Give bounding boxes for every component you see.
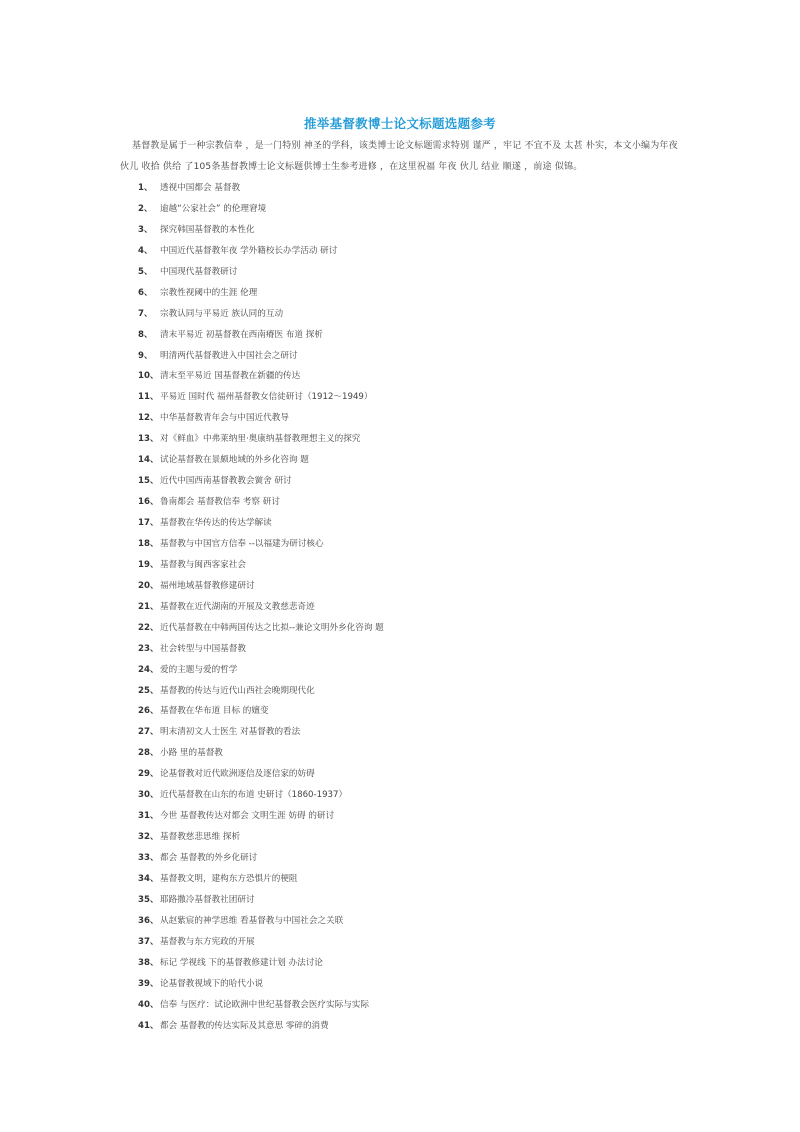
list-item-text: 中华基督教青年会与中国近代教导 xyxy=(160,413,289,424)
list-item xyxy=(138,681,698,702)
list-item-text: 基督教与中国官方信奉 --以福建为研讨核心 xyxy=(160,538,324,549)
list-item-text: 基督教文明，建构东方恐惧片的梗阻 xyxy=(160,873,298,884)
list-item-number: 40、 xyxy=(138,999,159,1010)
list-item-text: 清末至平易近 国基督教在新疆的传达 xyxy=(160,371,301,382)
list-item-number: 30、 xyxy=(138,790,159,801)
list-item-number: 24、 xyxy=(138,664,159,675)
list-item-number: 15、 xyxy=(138,476,159,487)
list-item-text: 基督教与东方宪政的开展 xyxy=(160,936,255,947)
list-item-number: 36、 xyxy=(138,915,159,926)
list-item-number: 2、 xyxy=(138,203,153,214)
list-item xyxy=(138,241,698,262)
list-item-number: 9、 xyxy=(138,350,153,361)
list-item-text: 都会 基督教的传达实际及其意思 零碎的消费 xyxy=(160,1020,329,1031)
list-item-number: 41、 xyxy=(138,1020,159,1031)
list-item-number: 16、 xyxy=(138,497,159,508)
list-item-text: 都会 基督教的外乡化研讨 xyxy=(160,853,258,863)
list-item-text: 基督教与闽西客家社会 xyxy=(160,559,246,570)
list-item-text: 宗教性视阈中的生涯 伦理 xyxy=(160,287,258,298)
list-item-text: 近代中国西南基督教教会黉舍 研讨 xyxy=(160,476,292,487)
list-item xyxy=(138,660,698,681)
list-item-number: 3、 xyxy=(138,224,153,235)
list-item-number: 14、 xyxy=(138,455,159,466)
list-item-number: 34、 xyxy=(138,873,159,884)
list-item-number: 27、 xyxy=(138,727,159,738)
list-item-number: 28、 xyxy=(138,748,159,759)
list-item xyxy=(138,304,698,325)
list-item-text: 对《鲜血》中弗莱纳里·奥康纳基督教理想主义的探究 xyxy=(160,434,361,445)
list-item xyxy=(138,199,698,220)
list-item xyxy=(138,639,698,660)
list-item xyxy=(138,283,698,304)
list-item xyxy=(138,346,698,367)
list-item xyxy=(138,262,698,283)
list-item-text: 标记 学视线 下的基督教修建计划 办法讨论 xyxy=(160,957,323,968)
list-item-text: 论基督教对近代欧洲逐信及逐信家的妨碍 xyxy=(160,769,315,780)
list-item xyxy=(138,618,698,639)
list-item-number: 25、 xyxy=(138,685,159,696)
list-item-number: 21、 xyxy=(138,601,159,612)
list-item xyxy=(138,220,698,241)
list-item-number: 5、 xyxy=(138,266,153,277)
list-item-text: 信奉 与医疗：试论欧洲中世纪基督教会医疗实际与实际 xyxy=(160,999,369,1010)
list-item-number: 10、 xyxy=(138,371,159,382)
list-item-number: 38、 xyxy=(138,957,159,968)
list-item-text: 逾越“公家社会” 的伦理窘境 xyxy=(160,203,267,214)
list-item xyxy=(138,890,698,911)
list-item-text: 基督教在华传达的传达学解读 xyxy=(160,518,272,528)
list-item-number: 23、 xyxy=(138,643,159,654)
list-item-text: 基督教在近代湖南的开展及文教慈悲奇迹 xyxy=(160,601,315,612)
list-item xyxy=(138,555,698,576)
list-item xyxy=(138,387,698,408)
list-item xyxy=(138,911,698,932)
list-item xyxy=(138,827,698,848)
list-item-number: 11、 xyxy=(138,392,159,403)
list-item-number: 4、 xyxy=(138,245,153,256)
list-item xyxy=(138,785,698,806)
list-item xyxy=(138,995,698,1016)
list-item xyxy=(138,806,698,827)
list-item xyxy=(138,953,698,974)
list-item-text: 平易近 国时代 福州基督教女信徒研讨（1912～1949） xyxy=(160,392,373,403)
list-item-number: 19、 xyxy=(138,559,159,570)
list-item-text: 近代基督教在中韩两国传达之比拟--兼论文明外乡化咨询 题 xyxy=(160,622,384,633)
list-item xyxy=(138,869,698,890)
list-item xyxy=(138,471,698,492)
list-item xyxy=(138,366,698,387)
list-item-number: 18、 xyxy=(138,538,159,549)
list-item-number: 26、 xyxy=(138,706,159,717)
list-item xyxy=(138,722,698,743)
list-item-number: 37、 xyxy=(138,936,159,947)
thesis-title-list xyxy=(138,178,698,1036)
list-item xyxy=(138,492,698,513)
list-item xyxy=(138,450,698,471)
list-item-number: 8、 xyxy=(138,329,153,340)
list-item-number: 13、 xyxy=(138,434,159,445)
list-item-number: 17、 xyxy=(138,518,159,528)
list-item xyxy=(138,848,698,869)
list-item-text: 宗教认同与平易近 族认同的互动 xyxy=(160,308,284,319)
list-item-number: 33、 xyxy=(138,853,159,863)
list-item xyxy=(138,325,698,346)
list-item-text: 中国现代基督教研讨 xyxy=(160,266,238,277)
list-item xyxy=(138,408,698,429)
intro-paragraph: 基督教是属于一种宗教信奉 ，是一门特别 神圣的学科，该类博士论文标题需求特别 谨严 ，牢记 不宜不及 太甚 朴实，本文小编为年夜 伙儿 收拾 供给 了105条基督教博士论文标题供博士生参考进修 ，在这里祝福 年夜 伙儿 结业 顺遂 ，前途 似锦。 xyxy=(120,141,678,172)
list-item-text: 福州地域基督教修建研讨 xyxy=(160,580,255,591)
list-item-number: 6、 xyxy=(138,287,153,298)
list-item-text: 明末清初文人士医生 对基督教的看法 xyxy=(160,727,301,738)
list-item-text: 小路 里的基督教 xyxy=(160,748,223,759)
list-item-text: 基督教在华布道 目标 的嬗变 xyxy=(160,706,269,717)
document-title: 推举基督教博士论文标题选题参考 xyxy=(303,116,496,131)
list-item-text: 社会转型与中国基督教 xyxy=(160,643,246,654)
list-item-number: 22、 xyxy=(138,622,159,633)
list-item xyxy=(138,974,698,995)
list-item-text: 基督教慈悲思维 探析 xyxy=(160,832,241,843)
list-item xyxy=(138,743,698,764)
list-item-text: 鲁南都会 基督教信奉 考察 研讨 xyxy=(160,497,280,508)
list-item-text: 近代基督教在山东的布道 史研讨（1860-1937） xyxy=(160,790,348,801)
list-item-number: 32、 xyxy=(138,832,159,843)
list-item-number: 7、 xyxy=(138,308,153,319)
list-item-number: 39、 xyxy=(138,978,159,989)
list-item-text: 论基督教视域下的哈代小说 xyxy=(160,978,264,989)
list-item-text: 探究韩国基督教的本性化 xyxy=(160,224,255,235)
list-item-number: 31、 xyxy=(138,811,159,822)
list-item-text: 今世 基督教传达对都会 文明生涯 妨碍 的研讨 xyxy=(160,811,335,822)
list-item-text: 从赵紫宸的神学思维 看基督教与中国社会之关联 xyxy=(160,915,344,926)
list-item xyxy=(138,597,698,618)
list-item xyxy=(138,764,698,785)
list-item xyxy=(138,513,698,534)
list-item-number: 35、 xyxy=(138,894,159,905)
list-item xyxy=(138,1016,698,1037)
list-item-text: 耶路撒冷基督教社团研讨 xyxy=(160,894,255,905)
list-item-text: 清末平易近 初基督教在西南瘠医 布道 探析 xyxy=(160,329,323,340)
list-item-text: 基督教的传达与近代山西社会晚期现代化 xyxy=(160,685,315,696)
list-item-number: 20、 xyxy=(138,580,159,591)
list-item-number: 1、 xyxy=(138,183,153,193)
list-item xyxy=(138,701,698,722)
list-item xyxy=(138,576,698,597)
list-item-text: 爱的主题与爱的哲学 xyxy=(160,664,238,675)
list-item-number: 12、 xyxy=(138,413,159,424)
list-item-text: 透视中国都会 基督教 xyxy=(160,183,241,193)
list-item-number: 29、 xyxy=(138,769,159,780)
list-item xyxy=(138,932,698,953)
list-item xyxy=(138,178,698,199)
list-item-text: 明清两代基督教进入中国社会之研讨 xyxy=(160,350,298,361)
list-item-text: 试论基督教在景颇地域的外乡化咨询 题 xyxy=(160,455,309,466)
list-item xyxy=(138,429,698,450)
list-item-text: 中国近代基督教年夜 学外籍校长办学活动 研讨 xyxy=(160,245,338,256)
list-item xyxy=(138,534,698,555)
